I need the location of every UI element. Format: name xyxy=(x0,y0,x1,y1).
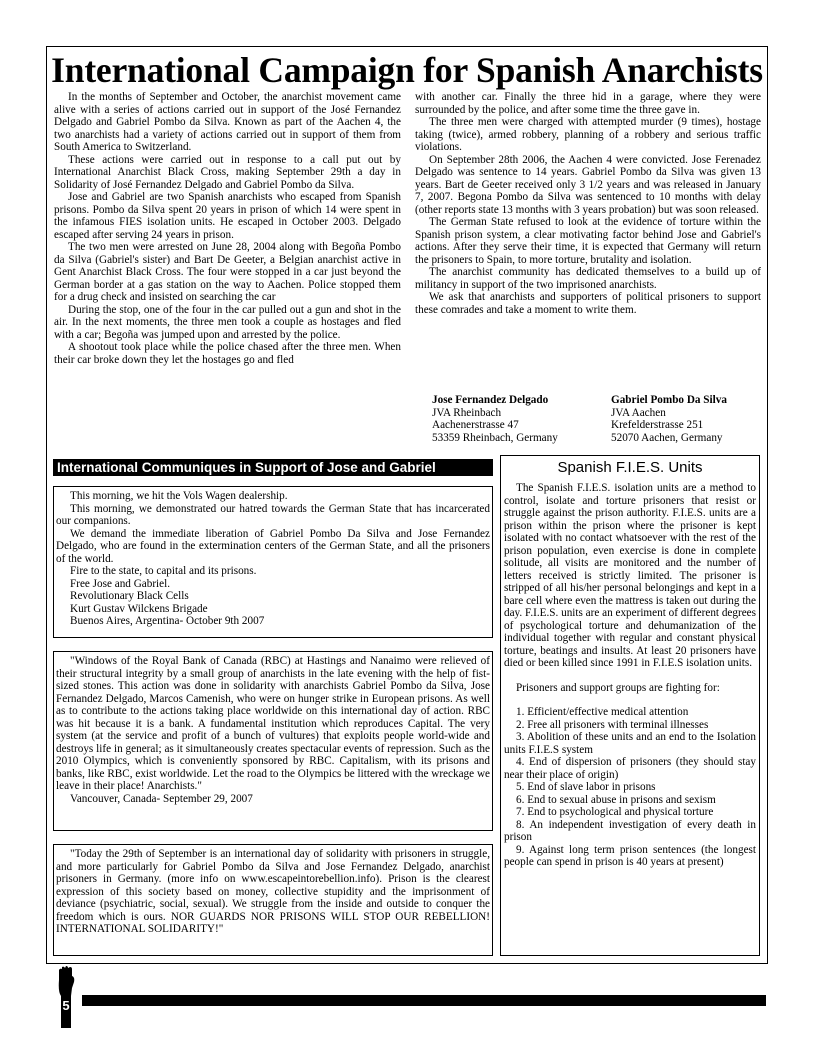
demand-item: 1. Efficient/effective medical attention xyxy=(516,706,689,718)
paragraph: We demand the immediate liberation of Gabriel Pombo Da Silva and Jose Fernandez Delgado, who are found in the extermination centers of the German State, and all the prisoners of the world. xyxy=(56,527,490,565)
paragraph: During the stop, one of the four in the car pulled out a gun and shot in the air. In the next moments, the three men took a couple as hostages and fled with a car; Begoña was jumped upon and arrested by the police. xyxy=(54,303,401,341)
prisoner-name: Gabriel Pombo Da Silva xyxy=(611,394,727,406)
paragraph: This morning, we demonstrated our hatred towards the German State that has incarcerated our companions. xyxy=(56,502,490,527)
communiques-header: International Communiques in Support of Jose and Gabriel xyxy=(53,459,493,476)
demand-item: 9. Against long term prison sentences (the longest people can spend in prison is 40 years at present) xyxy=(504,843,756,868)
paragraph: This morning, we hit the Vols Wagen dealership. xyxy=(70,490,288,502)
dateline: Vancouver, Canada- September 29, 2007 xyxy=(70,792,253,805)
footer-bar xyxy=(82,995,766,1006)
paragraph: Jose and Gabriel are two Spanish anarchists who escaped from Spanish prisons. Pombo da Silva spent 20 years in prison of which 14 were spent in the infamous FIES isolation units. He escaped in October 2003. Delgado escaped after serving 24 years in prison. xyxy=(54,191,401,241)
paragraph: The two men were arrested on June 28, 2004 along with Begoña Pombo da Silva (Gabriel's sister) and Bart De Geeter, a Belgian anarchist active in Gent Anarchist Black Cross. The four were stopped in a car just beyond the German border at a gas station on the way to Aachen. Police stopped them for a drug check and insisted on searching the car xyxy=(54,241,401,303)
paragraph: "Windows of the Royal Bank of Canada (RBC) at Hastings and Nanaimo were relieved of their structural integrity by a small group of anarchists in the late evening with the help of fist-sized stones. This action was done in solidarity with anarchists Gabriel Pombo da Silva, Jose Fernandez Delgado, Marcos Camenish, who were on hunger strike in European prisons. As well as to contribute to the actions taking place worldwide on this international day of action. RBC was hit because it is a bank. A fundamental institution which reproduces Capital. The very system (at the service and profit of a bunch of vultures) that exploits people world-wide and destroys life in general; as it simultaneously creates spectacular events of repression. Such as the 2010 Olympics, which is conveniently sponsored by RBC. Capitalism, with its prisons and banks, like RBC, exist worldwide. Let the road to the Olympics be littered with the wreckage we leave in their place! Anarchists." xyxy=(56,655,490,792)
communique-buenos-aires xyxy=(53,486,493,638)
address-line: 52070 Aachen, Germany xyxy=(611,431,723,444)
raised-fist-icon xyxy=(55,966,77,1028)
address-line: Krefelderstrasse 251 xyxy=(611,419,704,431)
paragraph: The anarchist community has dedicated themselves to a build up of militancy in support of the two imprisoned anarchists. xyxy=(415,266,761,291)
paragraph: A shootout took place while the police chased after the three men. When their car broke down they let the hostages go and fled xyxy=(54,341,401,366)
prisoner-address-delgado xyxy=(432,394,558,444)
communique-vancouver xyxy=(53,651,493,831)
paragraph: The German State refused to look at the evidence of torture within the Spanish prison system, a clear motivating factor behind Jose and Gabriel's actions. After they serve their time, it is expected that Germany will return the prisoners to Spain, to more torture, brutality and isolation. xyxy=(415,216,761,266)
demand-item: 7. End to psychological and physical torture xyxy=(516,806,714,818)
paragraph: "Today the 29th of September is an international day of solidarity with prisoners in struggle, and more particularly for Gabriel Pombo da Silva and Jose Fernandez Delgado, anarchist prisoners in Germany. (more info on www.escapeintorebellion.info). Prison is the clearest expression of this society based on money, collective stupidity and the imprisonment of deviance (psychiatric, social, sexual). We struggle from the inside and outside to conquer the freedom which is ours. NOR GUARDS NOR PRISONS WILL STOP OUR REBELLION! INTERNATIONAL SOLIDARITY!" xyxy=(56,848,490,935)
demand-item: 8. An independent investigation of every death in prison xyxy=(504,818,756,843)
address-line: JVA Aachen xyxy=(611,406,666,419)
article-column-2 xyxy=(415,91,761,316)
fies-units-sidebar xyxy=(500,455,760,956)
paragraph: The Spanish F.I.E.S. isolation units are a method to control, isolate and torture prisoners that resist or struggle against the prison authority. F.I.E.S. units are a prison within the prison where the prisoner is kept isolated with no contact whatsoever with the rest of the prison population, even exercise is done in complete solitude, all visits are monitored and the number of letters received is strictly limited. The prisoner is stripped of all his/her personal belongings and kept in a bare cell where even the mattress is taken out during the day. F.I.E.S. units are an experiment of different degrees of psychological torture and dehumanization of the individual together with regular and constant physical torture, beatings and insults. At least 20 prisoners have died or been killed since 1991 in F.I.E.S isolation units. xyxy=(504,482,756,669)
signature-line: Revolutionary Black Cells xyxy=(70,590,189,602)
paragraph: with another car. Finally the three hid in a garage, where they were surrounded by the police, and after some time the three gave in. xyxy=(415,91,761,116)
demand-item: 4. End of dispersion of prisoners (they should stay near their place of origin) xyxy=(504,756,756,781)
paragraph: We ask that anarchists and supporters of political prisoners to support these comrades and take a moment to write them. xyxy=(415,291,761,316)
address-line: 53359 Rheinbach, Germany xyxy=(432,431,558,444)
paragraph: In the months of September and October, the anarchist movement came alive with a series of actions carried out in support of the José Fernandez Delgado and Gabriel Pombo da Silva. Known as part of the Aachen 4, the two anarchists had a variety of actions carried out in support of them from South America to Switzerland. xyxy=(54,91,401,153)
paragraph: Free Jose and Gabriel. xyxy=(70,577,171,590)
address-line: Aachenerstrasse 47 xyxy=(432,419,519,431)
demand-item: 6. End to sexual abuse in prisons and sexism xyxy=(516,793,716,806)
prisoner-address-pombo xyxy=(611,394,727,444)
signature-line: Kurt Gustav Wilckens Brigade xyxy=(70,602,208,615)
paragraph: On September 28th 2006, the Aachen 4 were convicted. Jose Ferenadez Delgado was sentence to 14 years. Gabriel Pombo da Silva was given 13 years. Bart de Geeter received only 3 1/2 years and was released in January 7, 2007. Begona Pombo da Silva was sentenced to 10 months with delay (other reports state 13 months with 3 years probation) but was soon released. xyxy=(415,153,761,216)
demand-item: 2. Free all prisoners with terminal illnesses xyxy=(516,718,709,731)
article-column-1 xyxy=(54,91,401,366)
demand-item: 3. Abolition of these units and an end to the Isolation units F.I.E.S system xyxy=(504,731,756,756)
paragraph: The three men were charged with attempted murder (9 times), hostage taking (twice), armed robbery, planning of a robbery and serious traffic violations. xyxy=(415,116,761,153)
paragraph: Fire to the state, to capital and its prisons. xyxy=(70,565,257,577)
communique-solidarity-day xyxy=(53,844,493,956)
page-title: International Campaign for Spanish Anarchists xyxy=(51,50,763,90)
prisoner-name: Jose Fernandez Delgado xyxy=(432,394,549,406)
paragraph: These actions were carried out in response to a call put out by International Anarchist Black Cross, making September 29th a day in Solidarity of José Fernandez Delgado and Gabriel Pombo da Silva. xyxy=(54,153,401,191)
sidebar-title: Spanish F.I.E.S. Units xyxy=(557,459,703,476)
address-line: JVA Rheinbach xyxy=(432,406,502,419)
demand-item: 5. End of slave labor in prisons xyxy=(516,781,656,793)
demands-intro: Prisoners and support groups are fighting for: xyxy=(516,681,720,694)
page-number: 5 xyxy=(62,998,70,1013)
dateline: Buenos Aires, Argentina- October 9th 2007 xyxy=(70,615,265,627)
